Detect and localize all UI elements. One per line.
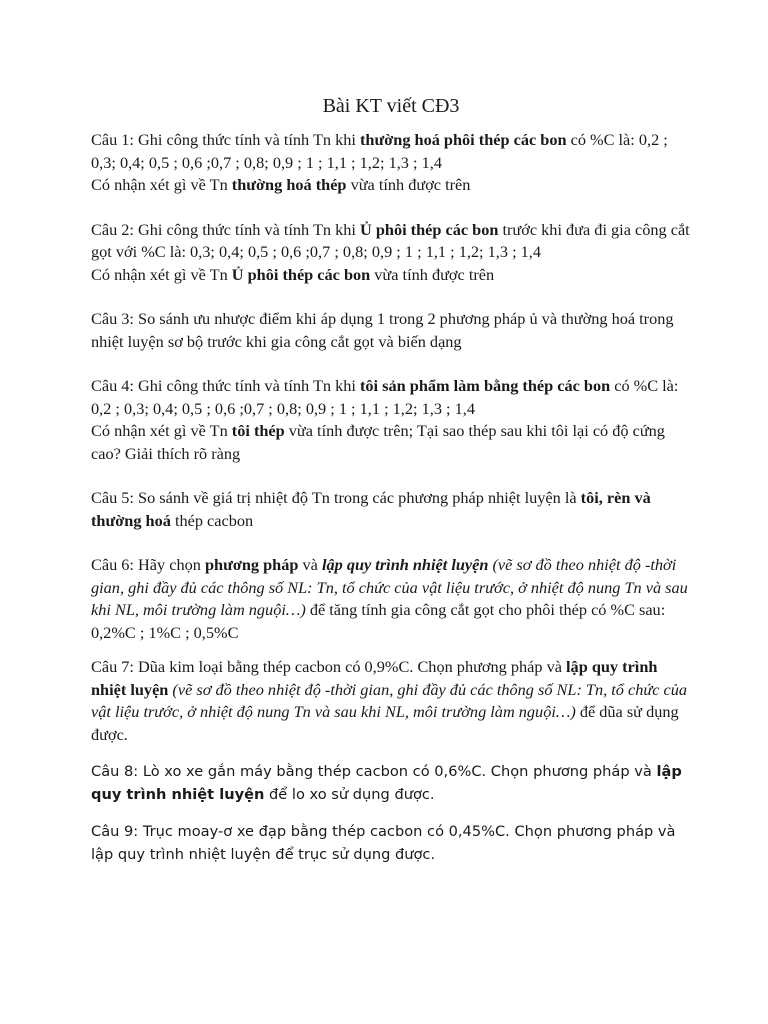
question-9-line-1: Câu 9: Trục moay-ơ xe đạp bằng thép cacbon có 0,45%C. Chọn phương pháp và lập quy trình nhiệt luyện để trục sử dụng được. [91, 823, 676, 863]
question-8-line-1 [91, 760, 691, 806]
q2-text-d: Có nhận xét gì về Tn [91, 264, 232, 284]
q6-text-f: để tăng tính gia công cắt gọt cho phôi thép có %C sau: 0,2%C ; 1%C ; 0,5%C [91, 600, 666, 642]
q5-text-c: thép cacbon [170, 510, 254, 530]
question-7-line-1 [91, 656, 691, 746]
question-2 [91, 219, 691, 287]
question-5-line-1 [91, 487, 691, 532]
q5-text-a: Câu 5: So sánh về giá trị nhiệt độ Tn trong các phương pháp nhiệt luyện là [91, 488, 581, 507]
q6-bold-italic-d: lập quy trình nhiệt luyện [321, 555, 489, 574]
q7-text-a: Câu 7: Dũa kim loại bằng thép cacbon có 0,9%C. Chọn phương pháp và [91, 657, 567, 676]
q6-bold-b: phương pháp [204, 555, 299, 574]
q7-italic-c: (vẽ sơ đồ theo nhiệt độ -thời gian, ghi đầy đủ các thông số NL: Tn, tổ chức của vật liệu trước, ở nhiệt độ nung Tn và sau khi NL, môi trường làm nguội…) [91, 679, 688, 721]
q2-bold-e: Ủ phôi thép các bon [231, 264, 371, 284]
q2-text-f: vừa tính được trên [370, 264, 495, 284]
q1-bold-b: thường hoá phôi thép các bon [360, 130, 567, 149]
question-1 [91, 129, 691, 197]
q1-text-f: vừa tính được trên [346, 175, 471, 194]
q6-text-a: Câu 6: Hãy chọn [91, 555, 205, 574]
question-3 [91, 308, 691, 353]
q6-text-c: và [298, 555, 322, 574]
question-6 [91, 554, 691, 644]
q8-text-c: để lo xo sử dụng được. [264, 786, 435, 803]
q4-text-f: vừa tính được trên; Tại sao thép sau khi tôi lại có độ cứng cao? Giải thích rõ ràng [91, 421, 665, 463]
q1-text-a: Câu 1: Ghi công thức tính và tính Tn khi [91, 130, 360, 149]
question-6-line-1 [91, 554, 691, 644]
question-9 [91, 820, 691, 866]
question-8 [91, 760, 691, 806]
q8-text-a: Câu 8: Lò xo xe gắn máy bằng thép cacbon có 0,6%C. Chọn phương pháp và [91, 763, 657, 780]
document-title: Bài KT viết CĐ3 [322, 95, 460, 117]
question-1-line-1 [91, 129, 691, 174]
q4-bold-b: tôi sản phẩm làm bằng thép các bon [360, 376, 611, 395]
question-3-line-1: Câu 3: So sánh ưu nhược điểm khi áp dụng 1 trong 2 phương pháp ủ và thường hoá trong nhiệt luyện sơ bộ trước khi gia công cắt gọt và biến dạng [91, 309, 674, 351]
q7-text-d: để dũa sử dụng được. [91, 702, 679, 744]
q2-bold-b: Ủ phôi thép các bon [360, 219, 499, 239]
q1-text-c: có %C là: 0,2 ; 0,3; 0,4; 0,5 ; 0,6 ;0,7 ; 0,8; 0,9 ; 1 ; 1,1 ; 1,2; 1,3 ; 1,4 [91, 130, 668, 172]
question-4-line-2 [91, 420, 691, 465]
q2-text-a: Câu 2: Ghi công thức tính và tính Tn khi [91, 219, 360, 239]
q4-text-d: Có nhận xét gì về Tn [91, 421, 232, 440]
question-5 [91, 487, 691, 532]
q5-bold-b: tôi, rèn và thường hoá [91, 488, 651, 530]
q8-bold-b: lập quy trình nhiệt luyện [91, 763, 682, 803]
question-4 [91, 375, 691, 465]
q1-bold-e: thường hoá thép [231, 175, 347, 194]
q4-text-a: Câu 4: Ghi công thức tính và tính Tn khi [91, 376, 360, 395]
question-7 [91, 656, 691, 746]
question-4-line-1 [91, 375, 691, 420]
question-1-line-2 [91, 174, 691, 197]
q4-bold-e: tôi thép [231, 421, 285, 440]
q7-bold-b: lập quy trình nhiệt luyện [91, 657, 658, 699]
q6-italic-e: (vẽ sơ đồ theo nhiệt độ -thời gian, ghi đầy đủ các thông số NL: Tn, tổ chức của vật liệu trước, ở nhiệt độ nung Tn và sau khi NL, môi trường làm nguội…) [91, 555, 688, 619]
q1-text-d: Có nhận xét gì về Tn [91, 175, 232, 194]
q2-text-c: trước khi đưa đi gia công cắt gọt với %C là: 0,3; 0,4; 0,5 ; 0,6 ;0,7 ; 0,8; 0,9 ; 1 ; 1,1 ; 1,2; 1,3 ; 1,4 [91, 219, 690, 261]
question-2-line-2 [91, 264, 691, 287]
document-page [91, 92, 691, 880]
q4-text-c: có %C là: 0,2 ; 0,3; 0,4; 0,5 ; 0,6 ;0,7 ; 0,8; 0,9 ; 1 ; 1,1 ; 1,2; 1,3 ; 1,4 [91, 376, 679, 418]
question-2-line-1 [91, 219, 691, 264]
